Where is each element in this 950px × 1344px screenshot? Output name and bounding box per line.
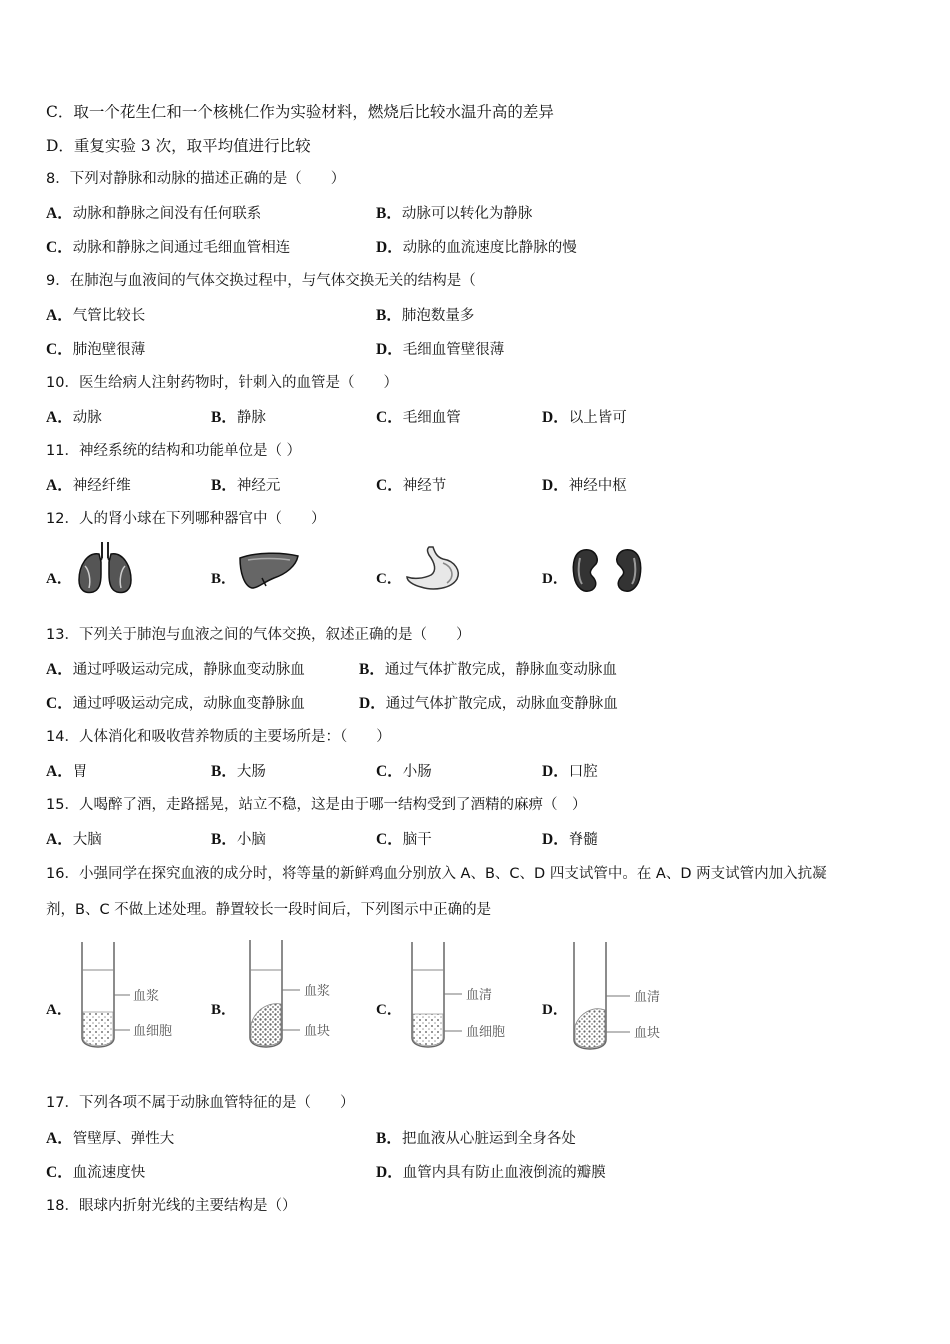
q10-option-b[interactable]: B．静脉	[211, 409, 266, 426]
q13-option-d[interactable]: D．通过气体扩散完成，动脉血变静脉血	[359, 695, 618, 712]
q12-option-b-label[interactable]: B．	[211, 571, 237, 587]
question-14: 14．人体消化和吸收营养物质的主要场所是：（ ）	[46, 729, 391, 745]
q15-option-d[interactable]: D．脊髓	[542, 831, 598, 848]
q14-option-a[interactable]: A．胃	[46, 763, 88, 780]
q17-option-d[interactable]: D．血管内具有防止血液倒流的瓣膜	[376, 1164, 606, 1181]
tube-c-top-label: 血清	[466, 988, 493, 1003]
q8-option-a[interactable]: A．动脉和静脉之间没有任何联系	[46, 205, 262, 222]
question-8: 8．下列对静脉和动脉的描述正确的是（ ）	[46, 171, 346, 187]
q16-option-b-label[interactable]: B．	[211, 1002, 237, 1018]
q9-option-c[interactable]: C．肺泡壁很薄	[46, 341, 146, 358]
kidneys-icon[interactable]	[570, 548, 644, 594]
question-18: 18．眼球内折射光线的主要结构是（）	[46, 1198, 297, 1214]
q12-option-d-label[interactable]: D．	[542, 571, 568, 587]
question-13: 13．下列关于肺泡与血液之间的气体交换，叙述正确的是（ ）	[46, 627, 471, 643]
q11-option-b[interactable]: B．神经元	[211, 477, 281, 494]
stomach-icon[interactable]	[403, 545, 465, 593]
q13-option-c[interactable]: C．通过呼吸运动完成，动脉血变静脉血	[46, 695, 305, 712]
q17-option-c[interactable]: C．血流速度快	[46, 1164, 146, 1181]
q10-option-c[interactable]: C．毛细血管	[376, 409, 461, 426]
tube-a-top-label: 血浆	[133, 989, 160, 1004]
test-tube-b[interactable]	[244, 938, 364, 1056]
tube-c-bottom-label: 血细胞	[466, 1025, 506, 1040]
question-12: 12．人的肾小球在下列哪种器官中（ ）	[46, 511, 326, 527]
q13-option-a[interactable]: A．通过呼吸运动完成，静脉血变动脉血	[46, 661, 305, 678]
question-17: 17．下列各项不属于动脉血管特征的是（ ）	[46, 1095, 355, 1111]
tube-b-bottom-label: 血块	[304, 1024, 331, 1039]
q11-option-a[interactable]: A．神经纤维	[46, 477, 131, 494]
q15-option-c[interactable]: C．脑干	[376, 831, 432, 848]
q10-option-d[interactable]: D．以上皆可	[542, 409, 627, 426]
q11-option-c[interactable]: C．神经节	[376, 477, 447, 494]
q12-option-a-label[interactable]: A．	[46, 571, 72, 587]
q9-option-a[interactable]: A．气管比较长	[46, 307, 146, 324]
q17-option-a[interactable]: A．管壁厚、弹性大	[46, 1130, 175, 1147]
q12-option-c-label[interactable]: C．	[376, 571, 402, 587]
q8-option-c[interactable]: C．动脉和静脉之间通过毛细血管相连	[46, 239, 291, 256]
q8-option-d[interactable]: D．动脉的血流速度比静脉的慢	[376, 239, 577, 256]
question-15: 15．人喝醉了酒，走路摇晃，站立不稳，这是由于哪一结构受到了酒精的麻痹（ ）	[46, 797, 587, 813]
q17-option-b[interactable]: B．把血液从心脏运到全身各处	[376, 1130, 576, 1147]
question-16-line-2: 剂，B、C 不做上述处理。静置较长一段时间后，下列图示中正确的是	[46, 902, 492, 918]
question-11: 11．神经系统的结构和功能单位是（ ）	[46, 443, 302, 459]
question-10: 10．医生给病人注射药物时，针刺入的血管是（ ）	[46, 375, 398, 391]
q14-option-d[interactable]: D．口腔	[542, 763, 598, 780]
q16-option-a-label[interactable]: A．	[46, 1002, 72, 1018]
question-16-line-1: 16．小强同学在探究血液的成分时，将等量的新鲜鸡血分别放入 A、B、C、D 四支试管中。在 A、D 两支试管内加入抗凝	[46, 866, 827, 882]
q16-option-c-label[interactable]: C．	[376, 1002, 402, 1018]
prev-option-d: D．重复实验 3 次，取平均值进行比较	[46, 137, 311, 155]
tube-d-top-label: 血清	[634, 990, 661, 1005]
test-tube-c[interactable]	[406, 940, 526, 1056]
tube-a-bottom-label: 血细胞	[133, 1024, 173, 1039]
test-tube-d[interactable]	[568, 940, 688, 1058]
q14-option-c[interactable]: C．小肠	[376, 763, 432, 780]
test-tube-a[interactable]	[76, 940, 196, 1056]
q16-option-d-label[interactable]: D．	[542, 1002, 568, 1018]
q11-option-d[interactable]: D．神经中枢	[542, 477, 627, 494]
tube-b-top-label: 血浆	[304, 984, 331, 999]
q8-option-b[interactable]: B．动脉可以转化为静脉	[376, 205, 533, 222]
prev-option-c: C．取一个花生仁和一个核桃仁作为实验材料，燃烧后比较水温升高的差异	[46, 103, 554, 121]
lungs-icon[interactable]	[75, 540, 135, 596]
question-9: 9．在肺泡与血液间的气体交换过程中，与气体交换无关的结构是（	[46, 273, 476, 289]
q13-option-b[interactable]: B．通过气体扩散完成，静脉血变动脉血	[359, 661, 617, 678]
q9-option-d[interactable]: D．毛细血管壁很薄	[376, 341, 505, 358]
q10-option-a[interactable]: A．动脉	[46, 409, 102, 426]
q15-option-a[interactable]: A．大脑	[46, 831, 102, 848]
q15-option-b[interactable]: B．小脑	[211, 831, 266, 848]
q14-option-b[interactable]: B．大肠	[211, 763, 266, 780]
liver-icon[interactable]	[238, 550, 300, 590]
q9-option-b[interactable]: B．肺泡数量多	[376, 307, 475, 324]
tube-d-bottom-label: 血块	[634, 1026, 661, 1041]
